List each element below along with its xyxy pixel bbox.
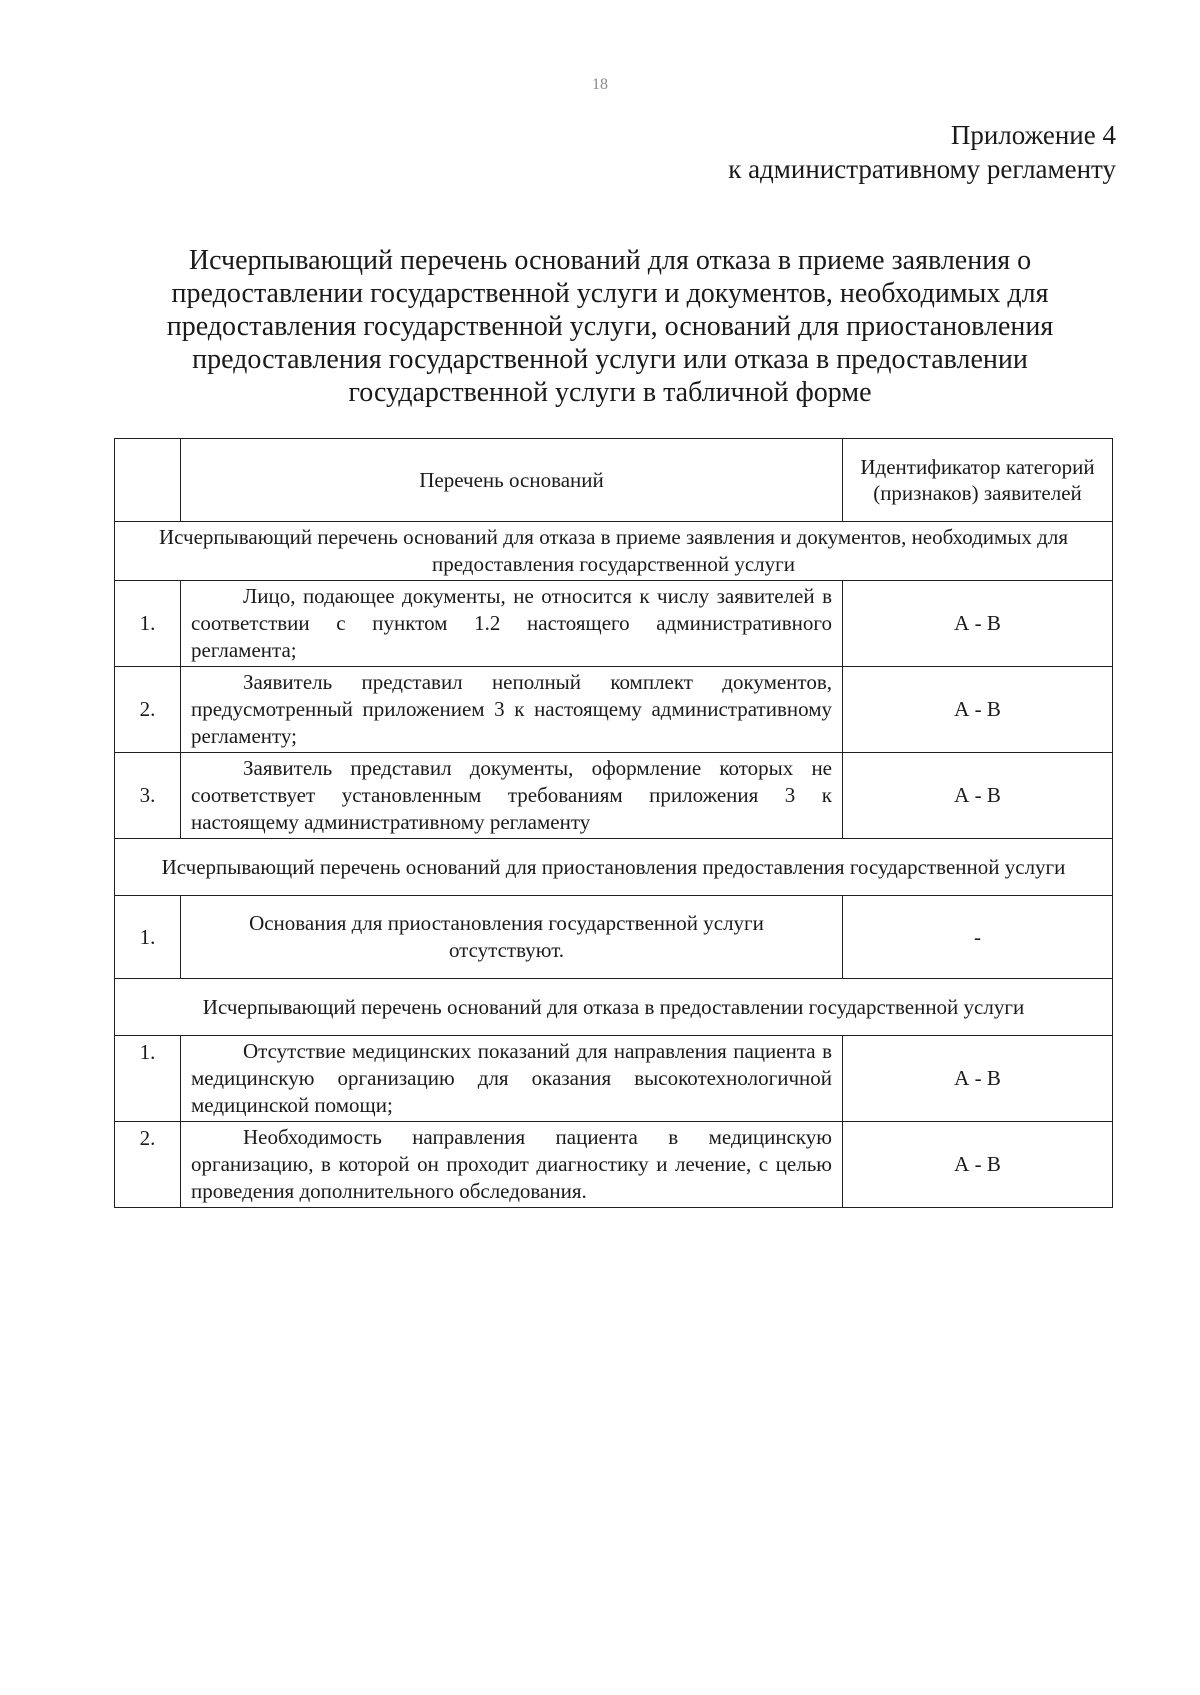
- section-row: [115, 522, 1113, 581]
- row-reason: Отсутствие медицинских показаний для направления пациента в медицинскую организацию для оказания высокотехнологичной медицинской помощи;: [181, 1036, 843, 1122]
- table-row: [115, 667, 1113, 753]
- section-title: Исчерпывающий перечень оснований для приостановления предоставления государственной услуги: [115, 839, 1113, 896]
- appendix-regulation: к административному регламенту: [728, 154, 1116, 184]
- row-number: 1.: [115, 581, 181, 667]
- header-category-cell: Идентификатор категорий (признаков) заявителей: [843, 439, 1113, 522]
- document-title: Исчерпывающий перечень оснований для отказа в приеме заявления о предоставлении государственной услуги и документов, необходимых для предоставления государственной услуги, оснований для приостановления предоставления государственной услуги или отказа в предоставлении государственной услуги в табличной форме: [166, 245, 1054, 408]
- row-reason: Заявитель представил неполный комплект документов, предусмотренный приложением 3 к настоящему административному регламенту;: [181, 667, 843, 753]
- row-number: 2.: [115, 1122, 181, 1208]
- section-title: Исчерпывающий перечень оснований для отказа в предоставлении государственной услуги: [115, 979, 1113, 1036]
- page-number: 18: [592, 76, 608, 93]
- row-number: 1.: [115, 1036, 181, 1122]
- table-row: [115, 1036, 1113, 1122]
- row-reason: Необходимость направления пациента в медицинскую организацию, в которой он проходит диагностику и лечение, с целью проведения дополнительного обследования.: [181, 1122, 843, 1208]
- row-category: А - В: [843, 581, 1113, 667]
- row-category: А - В: [843, 1122, 1113, 1208]
- row-category: -: [843, 896, 1113, 979]
- row-number: 1.: [115, 896, 181, 979]
- row-category: А - В: [843, 753, 1113, 839]
- header-reasons-cell: Перечень оснований: [181, 439, 843, 522]
- appendix-number: Приложение 4: [950, 120, 1116, 150]
- section-row: [115, 839, 1113, 896]
- row-reason: Заявитель представил документы, оформление которых не соответствует установленным требованиям приложения 3 к настоящему административному регламенту: [181, 753, 843, 839]
- row-category: А - В: [843, 1036, 1113, 1122]
- table-row: [115, 581, 1113, 667]
- row-number: 3.: [115, 753, 181, 839]
- grounds-table: [114, 438, 1113, 1208]
- table-row: [115, 896, 1113, 979]
- section-title: Исчерпывающий перечень оснований для отказа в приеме заявления и документов, необходимых для предоставления государственной услуги: [115, 522, 1113, 581]
- row-number: 2.: [115, 667, 181, 753]
- row-reason: Основания для приостановления государственной услуги отсутствуют.: [181, 896, 843, 979]
- header-number-cell: [115, 439, 181, 522]
- row-category: А - В: [843, 667, 1113, 753]
- table-row: [115, 753, 1113, 839]
- row-reason: Лицо, подающее документы, не относится к числу заявителей в соответствии с пунктом 1.2 настоящего административного регламента;: [181, 581, 843, 667]
- table-row: [115, 1122, 1113, 1208]
- section-row: [115, 979, 1113, 1036]
- appendix-reference: [728, 118, 1116, 186]
- table-header-row: [115, 439, 1113, 522]
